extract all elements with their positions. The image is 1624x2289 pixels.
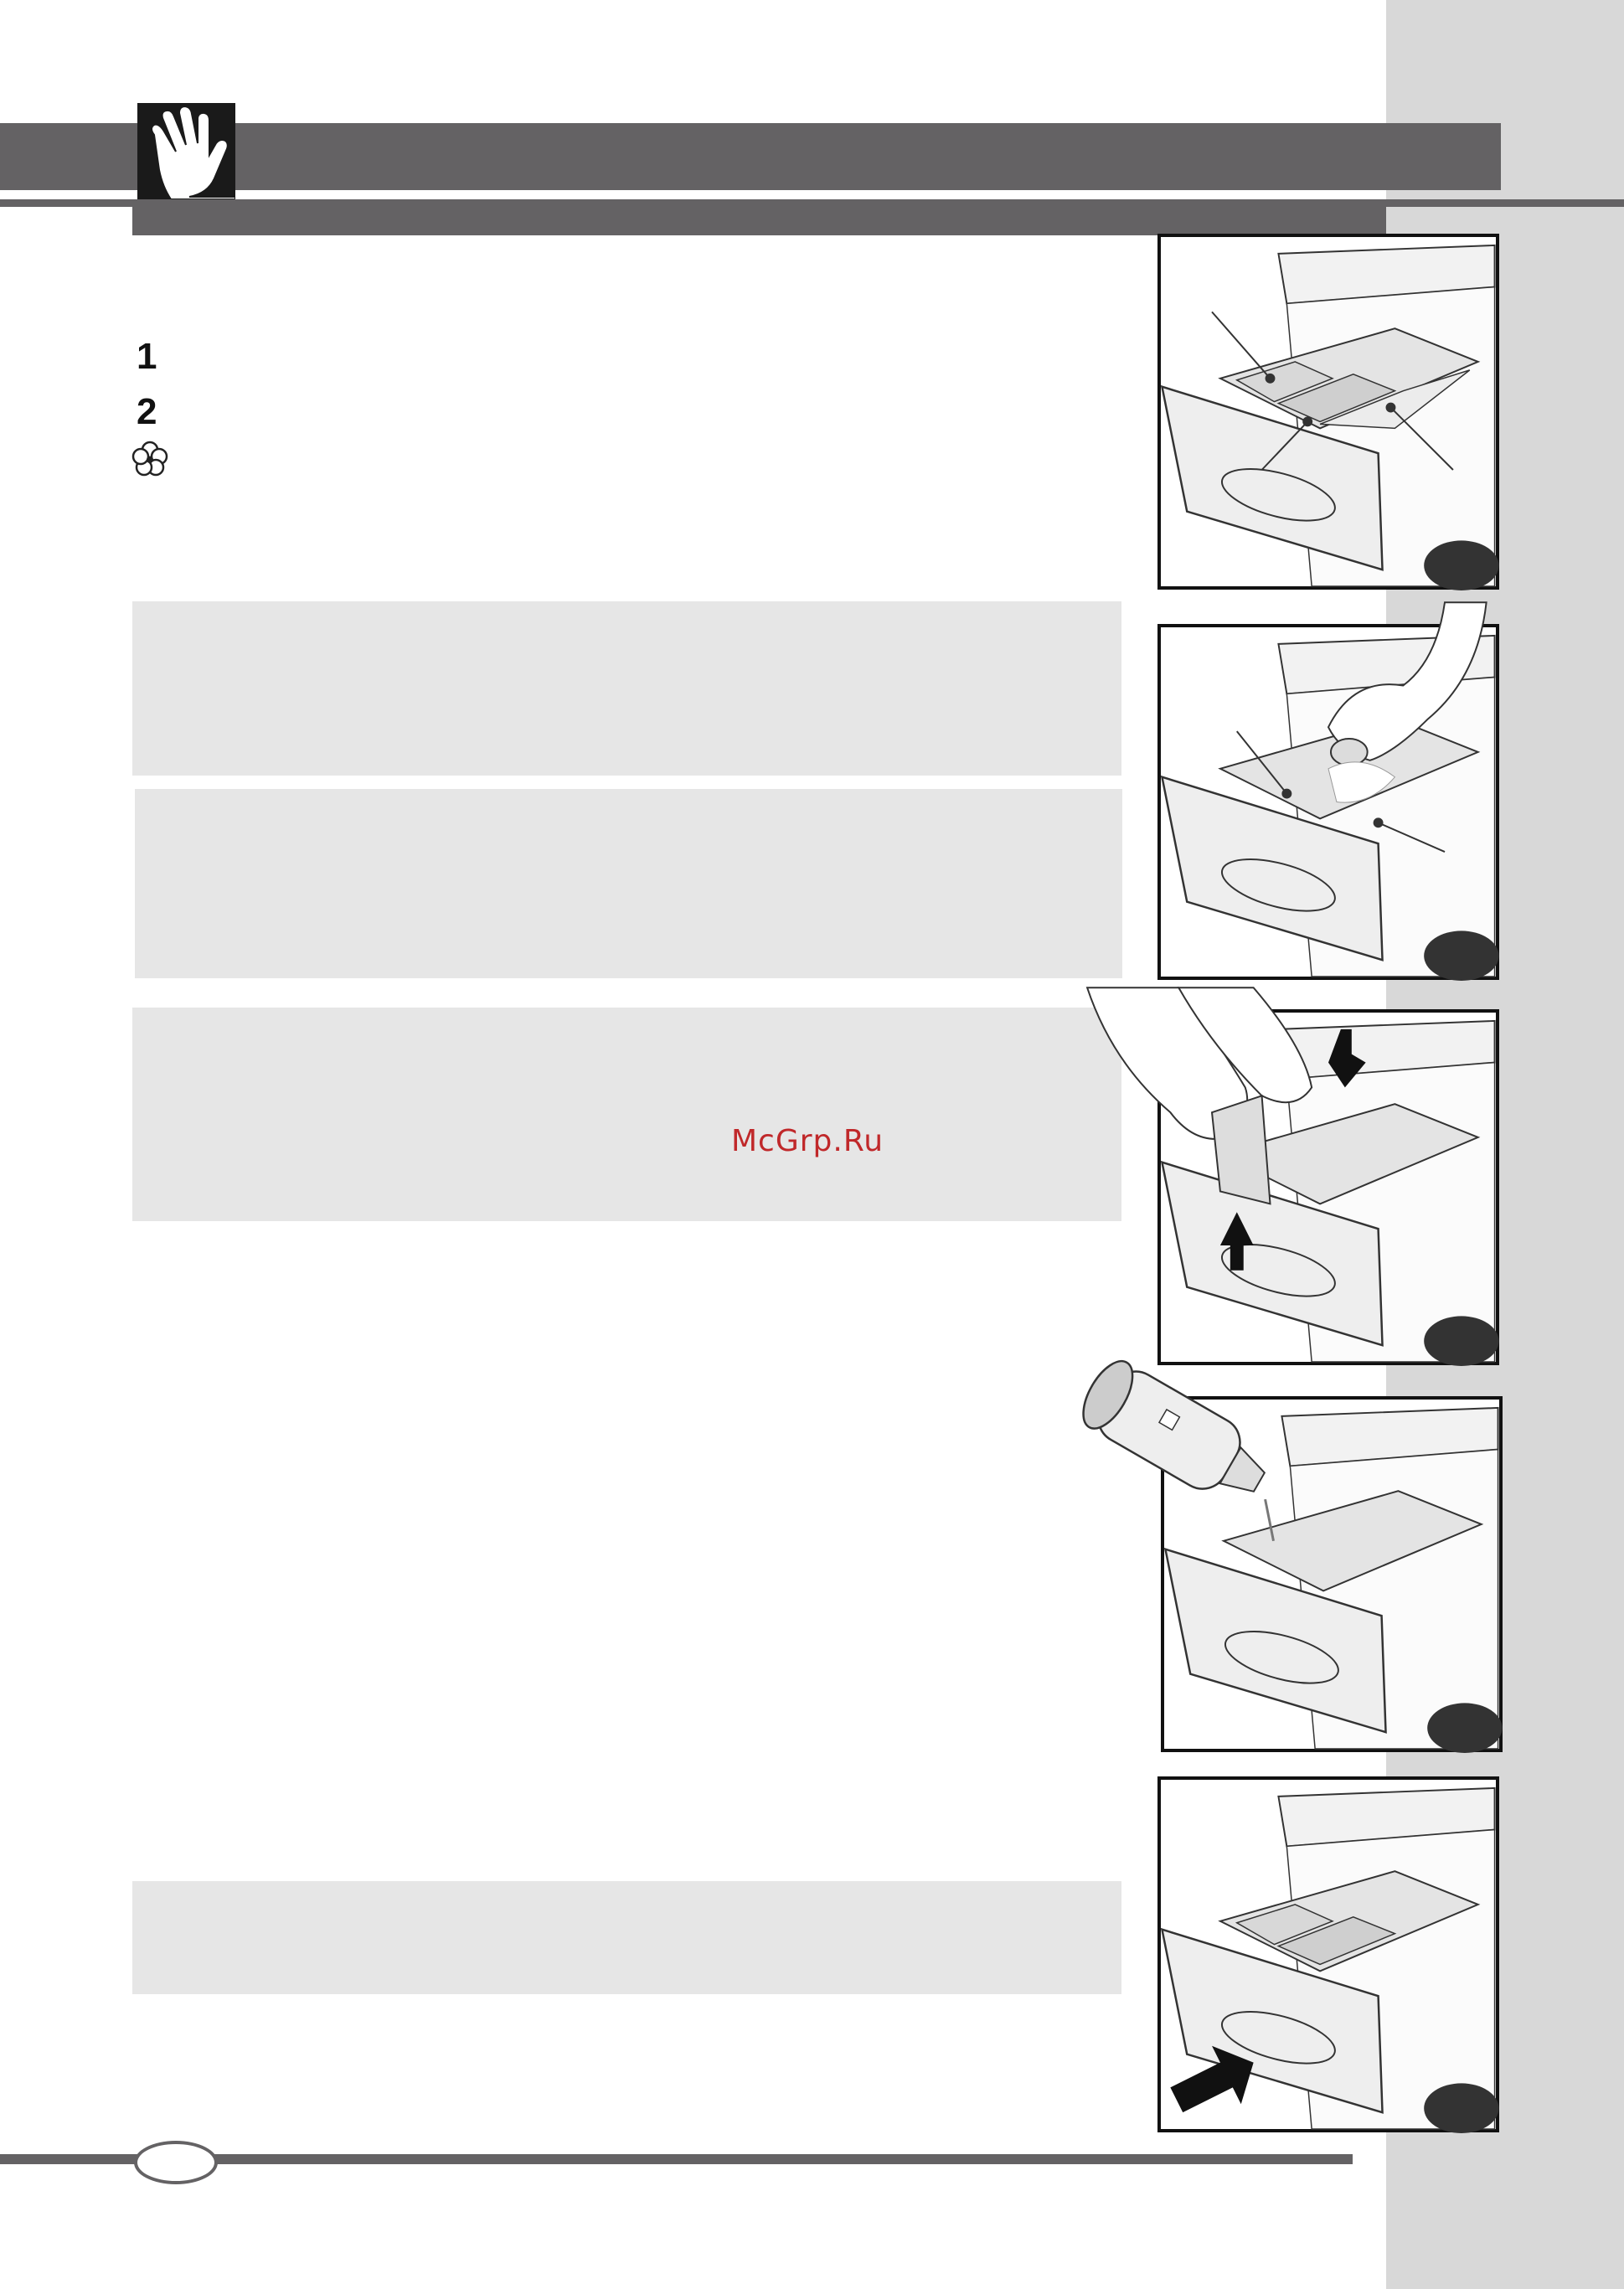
figure-adding-softener bbox=[1161, 1396, 1503, 1752]
step-number-2: 2 bbox=[137, 391, 157, 432]
note-box-2 bbox=[135, 789, 1122, 978]
page-number-oval bbox=[134, 2141, 218, 2184]
note-box-1 bbox=[132, 601, 1121, 776]
note-box-3 bbox=[132, 1008, 1121, 1221]
step-number-1: 1 bbox=[137, 336, 157, 377]
figure-closing-drawer bbox=[1157, 1776, 1499, 2132]
note-box-4 bbox=[132, 1881, 1121, 1994]
figure-removing-insert bbox=[1157, 1009, 1499, 1365]
header-subbar bbox=[132, 205, 1386, 235]
figure-dispenser-compartments bbox=[1157, 234, 1499, 590]
hand-icon bbox=[137, 103, 235, 199]
watermark-text: McGrp.Ru bbox=[731, 1124, 884, 1158]
flower-icon bbox=[131, 441, 168, 477]
figure-adding-detergent bbox=[1157, 624, 1499, 980]
